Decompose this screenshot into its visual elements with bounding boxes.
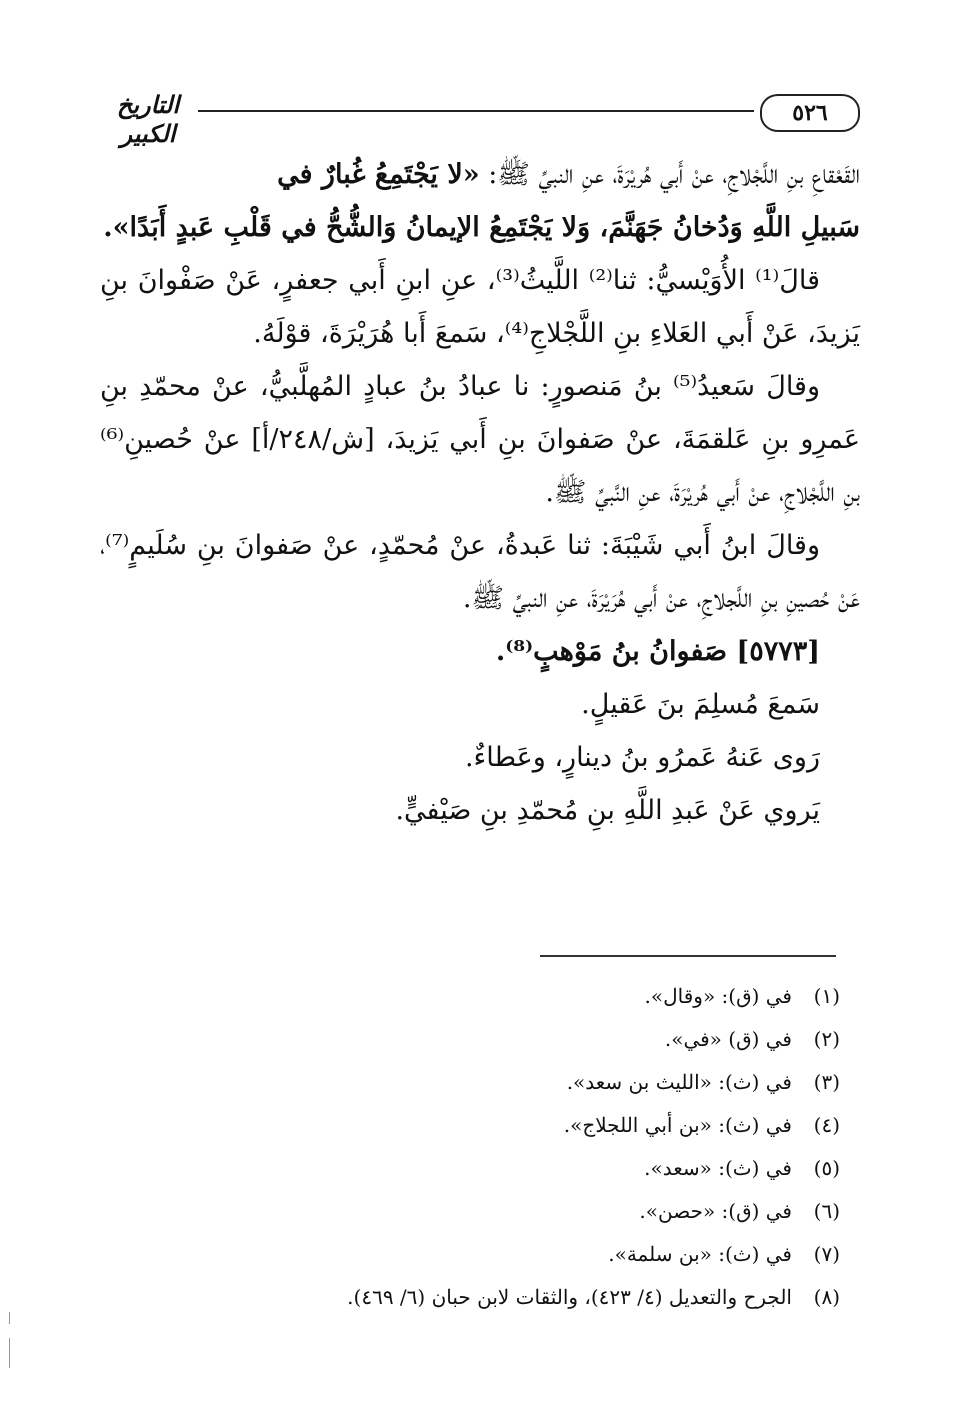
footnote-text: في (ث): «بن أبي اللجلاج». [563,1113,792,1137]
footnote [100,1061,840,1104]
footnote-text: في (ق): «وقال». [644,984,792,1008]
footnote-text: في (ق): «حصن». [639,1199,792,1223]
footnote-number: (٤) [813,1113,840,1137]
main-text [100,148,860,837]
footnote-number: (٨) [813,1285,840,1309]
paragraph-hadith [100,148,860,201]
footnote [100,1147,840,1190]
footnote-text: في (ث): «بن سلمة». [608,1242,792,1266]
hadith-text-end: سَبيلِ اللَّهِ وَدُخانُ جَهَنَّمَ، وَلا يَجْتَمِعُ الإيمانُ وَالشُّحُّ في قَلْبِ عَبدٍ أَبَدًا». [103,212,860,243]
footnote-number: (٦) [813,1199,840,1223]
footnote [100,1018,840,1061]
entry-heading: [٥٧٧٣] صَفوانُ بنُ مَوْهبٍ⁽⁸⁾. [495,636,820,667]
header-rule [198,110,754,112]
footnote-text: الجرح والتعديل (٤/ ٤٢٣)، والثقات لابن حبان (٦/ ٤٦٩). [347,1285,792,1309]
footnote-text: في (ث): «سعد». [644,1156,792,1180]
page-number: ٥٢٦ [760,94,860,132]
hadith-text-start: «لا يَجْتَمِعُ غُبارٌ في [277,159,480,190]
entry-line-narrated-by: رَوى عَنهُ عَمرُو بنُ دينارٍ، وعَطاءٌ. [464,742,820,773]
footnote-text: في (ق) «في». [664,1027,792,1051]
page-header [100,88,860,148]
paragraph-said: وقالَ سَعيدُ⁽⁵⁾ بنُ مَنصورٍ: نا عبادُ بنُ عبادٍ المُهلَّبيُّ، عنْ محمّدِ بنِ عَمرِو بنِ عَلقمَةَ، عنْ صَفوانَ بنِ أَبي يَزيدَ، [ش/٢٤٨/أ] عنْ حُصينِ⁽⁶⁾ بنِ اللَّجْلاجِ، عنْ أَبي هُريْرَةَ، عنِ النَّبيِّ ﷺ. [100,371,860,508]
scan-margin-mark [9,1312,10,1324]
footnote-number: (١) [813,984,840,1008]
footnote [100,1190,840,1233]
footnote-number: (٥) [813,1156,840,1180]
footnote-text: في (ث): «الليث بن سعد». [566,1070,792,1094]
footnote [100,1276,840,1319]
footnote-separator [540,955,836,957]
entry-line-heard: سَمعَ مُسلِمَ بنَ عَقيلٍ. [581,689,820,720]
book-title: التاريخ الكبير [116,90,180,148]
hadith-chain: القَعْقاعِ بنِ اللَّجْلاجِ، عنْ أَبي هُريْرَةَ، عنِ النبيِّ ﷺ: [479,159,860,190]
paragraph-ibn-abi-shayba: وقالَ ابنُ أَبي شَيْبَةَ: ثنا عَبدةُ، عنْ مُحمّدٍ، عنْ صَفوانَ بنِ سُلَيمٍ⁽⁷⁾، عَنْ حُصينِ بنِ اللَّجلاجِ، عنْ أَبي هُرَيْرَةَ، عنِ النبيِّ ﷺ. [100,530,860,614]
footnote-number: (٧) [813,1242,840,1266]
footnote [100,975,840,1018]
footnote [100,1233,840,1276]
footnotes [100,975,840,1319]
footnote [100,1104,840,1147]
entry-line-narrates-from: يَروي عَنْ عَبدِ اللَّهِ بنِ مُحمّدِ بنِ صَيْفيٍّ. [395,795,820,826]
paragraph-uwaysi: قالَ⁽¹⁾ الأُوَيْسيُّ: ثنا⁽²⁾ اللَّيثُ⁽³⁾، عنِ ابنِ أَبي جعفرٍ، عَنْ صَفْوانَ بنِ يَزيدَ، عَنْ أَبي العَلاءِ بنِ اللَّجْلاجِ⁽⁴⁾، سَمعَ أَبا هُرَيْرَةَ، قوْلَهُ. [100,265,860,349]
footnote-number: (٣) [813,1070,840,1094]
footnote-number: (٢) [813,1027,840,1051]
scan-margin-mark [9,1338,10,1368]
